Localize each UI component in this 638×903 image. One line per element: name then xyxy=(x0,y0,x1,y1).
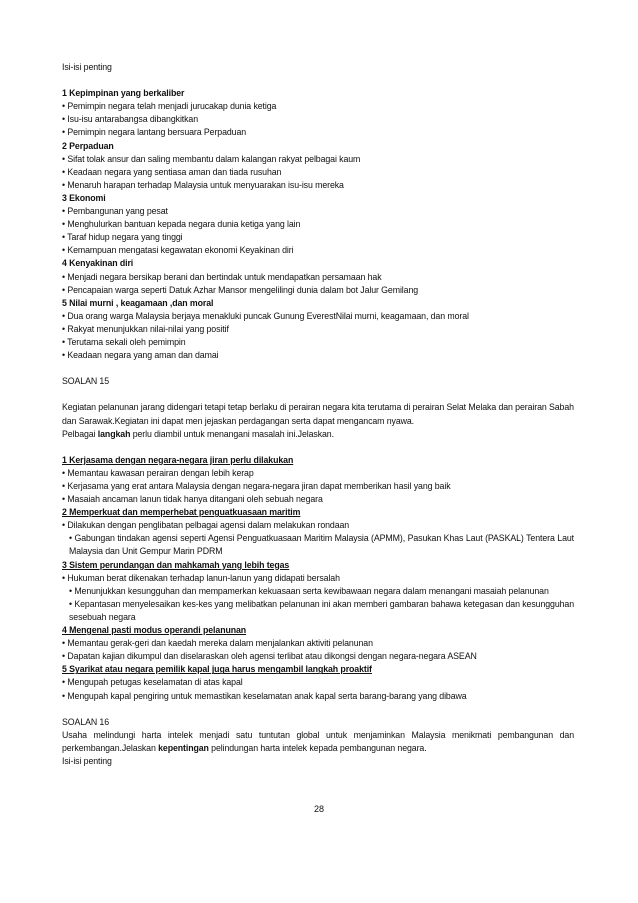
bullet-item: • Taraf hidup negara yang tinggi xyxy=(62,232,183,243)
bullet-item: • Menaruh harapan terhadap Malaysia untuk menyuarakan isu-isu mereka xyxy=(62,179,344,190)
bullet-item: • Terutama sekali oleh pemimpin xyxy=(62,336,186,347)
heading-5: 5 Syarikat atau negara pemilik kapal juga harus mengambil langkah proaktif xyxy=(62,664,372,675)
bullet-item: • Keadaan negara yang aman dan damai xyxy=(62,350,219,361)
paragraph-keyword: kepentingan xyxy=(158,742,209,753)
bullet-item: • Keadaan negara yang sentiasa aman dan tiada rusuhan xyxy=(62,166,282,177)
bullet-item: • Dilakukan dengan penglibatan pelbagai agensi dalam melakukan rondaan xyxy=(62,520,350,531)
paragraph-text: pelindungan harta intelek kepada pembangunan negara. xyxy=(208,742,427,753)
paragraph-text: Usaha melindungi harta intelek menjadi satu tuntutan global untuk menjaminkan Malaysia menikmati pembangunan dan perkembangan.Jelaskan xyxy=(62,729,574,753)
bullet-item: • Memantau gerak-geri dan kaedah mereka dalam menjalankan aktiviti pelanunan xyxy=(62,638,373,649)
page-number: 28 xyxy=(313,804,324,814)
bullet-item: • Rakyat menunjukkan nilai-nilai yang positif xyxy=(62,323,229,334)
heading-1: 1 Kepimpinan yang berkaliber xyxy=(62,88,185,99)
heading-2: 2 Perpaduan xyxy=(62,140,114,151)
bullet-item: • Mengupah kapal pengiring untuk memastikan keselamatan anak kapal serta barang-barang yang dibawa xyxy=(62,690,467,701)
bullet-item: • Dua orang warga Malaysia berjaya menakluki puncak Gunung EverestNilai murni, keagamaan, dan moral xyxy=(62,310,469,321)
bullet-item: • Pencapaian warga seperti Datuk Azhar Mansor mengelilingi dunia dalam bot Jalur Gemilang xyxy=(62,284,419,295)
intro-label: Isi-isi penting xyxy=(62,62,112,72)
prompt-text: perlu diambil untuk menangani masalah ini.Jelaskan. xyxy=(130,428,334,439)
bullet-item: • Menghulurkan bantuan kepada negara dunia ketiga yang lain xyxy=(62,219,301,230)
bullet-item: • Kepantasan menyelesaikan kes-kes yang melibatkan pelanunan ini akan memberi gambaran bahawa ketegasan dan kesungguhan sesebuah negara xyxy=(69,598,574,622)
bullet-item: • Dapatan kajian dikumpul dan diselaraskan oleh agensi terlibat atau dikongsi dengan negara-negara ASEAN xyxy=(62,651,477,662)
bullet-item: • Masaiah ancaman lanun tidak hanya ditangani oleh sebuah negara xyxy=(62,494,323,505)
bullet-item: • Menjadi negara bersikap berani dan bertindak untuk mendapatkan persamaan hak xyxy=(62,271,382,282)
prompt-keyword: langkah xyxy=(97,428,131,439)
bullet-item: • Memantau kawasan perairan dengan lebih kerap xyxy=(62,467,254,478)
document-page xyxy=(62,61,574,768)
heading-2: 2 Memperkuat dan memperhebat penguatkuasaan maritim xyxy=(62,507,301,518)
question-paragraph: Kegiatan pelanunan jarang didengari tetapi tetap berlaku di perairan negara kita terutama di perairan Selat Melaka dan perairan Sabah dan Sarawak.Kegiatan ini dapat men jejaskan perdagangan serta dapat mengancam nyawa. xyxy=(62,402,574,426)
heading-3: 3 Sistem perundangan dan mahkamah yang lebih tegas xyxy=(62,559,290,570)
heading-5: 5 Nilai murni , keagamaan ,dan moral xyxy=(62,297,214,308)
question-paragraph xyxy=(62,729,574,755)
bullet-item: • Mengupah petugas keselamatan di atas kapal xyxy=(62,677,243,688)
bullet-item: • Kemampuan mengatasi kegawatan ekonomi Keyakinan diri xyxy=(62,245,294,256)
heading-1: 1 Kerjasama dengan negara-negara jiran perlu dilakukan xyxy=(62,454,294,465)
intro-label: Isi-isi penting xyxy=(62,755,112,766)
bullet-item: • Hukuman berat dikenakan terhadap lanun-lanun yang didapati bersalah xyxy=(62,572,340,583)
bullet-item: • Gabungan tindakan agensi seperti Agensi Penguatkuasaan Maritim Malaysia (APMM), Pasukan Khas Laut (PASKAL) Tentera Laut Malaysia dan Unit Gempur Marin PDRM xyxy=(69,533,574,557)
question-title: SOALAN 16 xyxy=(62,716,110,727)
question-prompt xyxy=(62,428,574,441)
bullet-item: • Sifat tolak ansur dan saling membantu dalam kalangan rakyat pelbagai kaum xyxy=(62,153,361,164)
bullet-item: • Pemimpin negara lantang bersuara Perpaduan xyxy=(62,127,247,138)
heading-4: 4 Kenyakinan diri xyxy=(62,258,134,269)
bullet-item: • Menunjukkan kesungguhan dan mempamerkan kekuasaan serta kewibawaan negara dalam menangani masaiah pelanunan xyxy=(69,585,549,596)
bullet-item: • Kerjasama yang erat antara Malaysia dengan negara-negara jiran dapat memberikan hasil yang baik xyxy=(62,481,451,491)
question-title: SOALAN 15 xyxy=(62,376,110,387)
bullet-item: • Isu-isu antarabangsa dibangkitkan xyxy=(62,114,199,125)
heading-4: 4 Mengenal pasti modus operandi pelanunan xyxy=(62,625,247,636)
bullet-item: • Pembangunan yang pesat xyxy=(62,206,168,217)
bullet-item: • Pemimpin negara telah menjadi jurucakap dunia ketiga xyxy=(62,101,277,112)
prompt-text: Pelbagai xyxy=(62,428,98,439)
heading-3: 3 Ekonomi xyxy=(62,192,106,203)
